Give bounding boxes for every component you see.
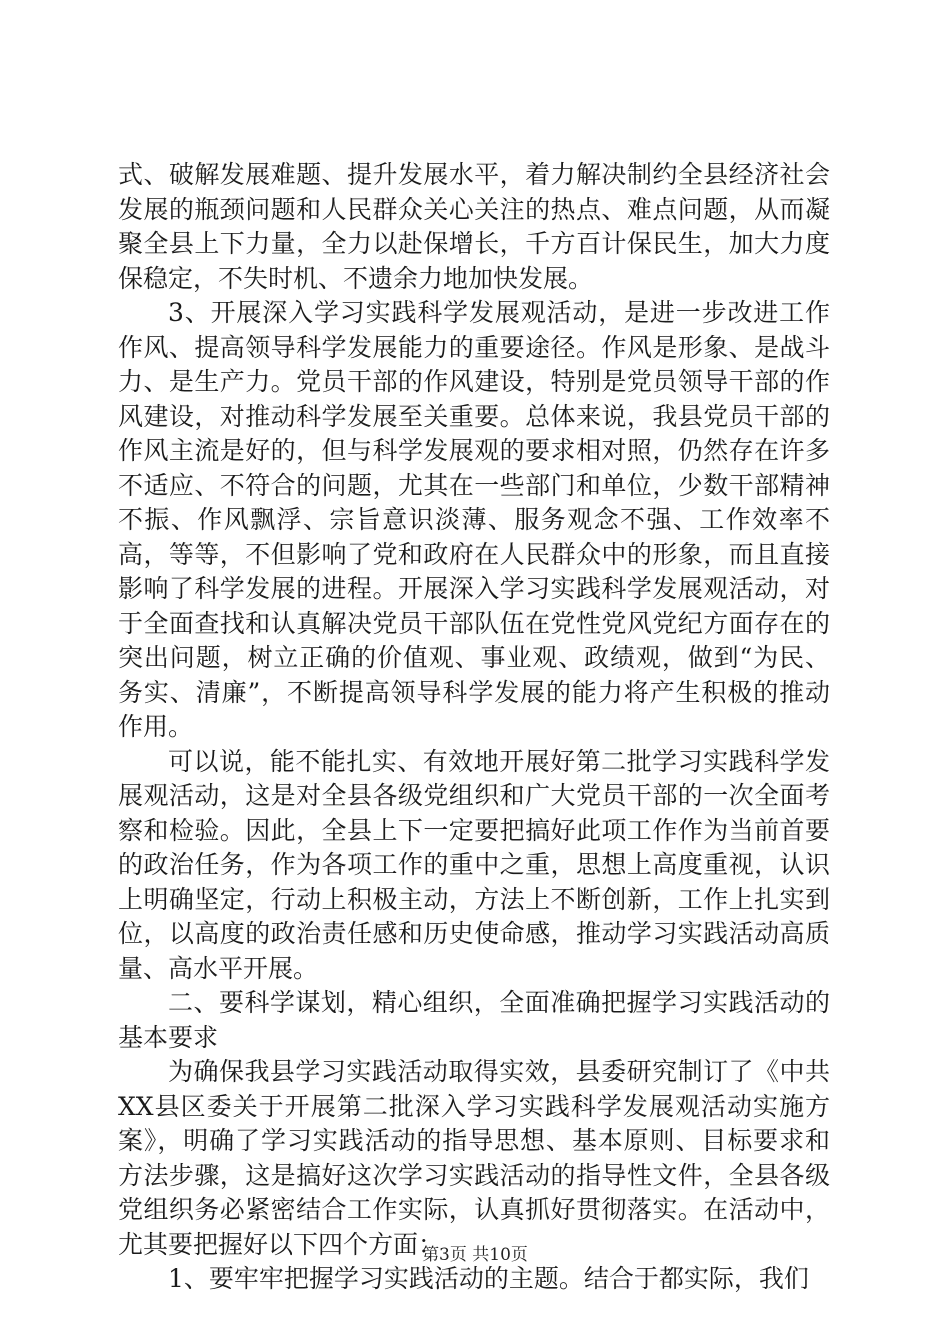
section-heading: 二、要科学谋划，精心组织，全面准确把握学习实践活动的基本要求 bbox=[118, 988, 830, 1052]
paragraph-5: 1、要牢牢把握学习实践活动的主题。结合于都实际，我们 bbox=[168, 1264, 809, 1293]
paragraph-4: 为确保我县学习实践活动取得实效，县委研究制订了《中共XX县区委关于开展第二批深入学习实践科学发展观活动实施方案》，明确了学习实践活动的指导思想、基本原则、目标要求和方法步骤，这是搞好这次学习实践活动的指导性文件，全县各级党组织务必紧密结合工作实际，认真抓好贯彻落实。在活动中，尤其要把握好以下四个方面： bbox=[118, 1057, 830, 1259]
paragraph-2: 3、开展深入学习实践科学发展观活动，是进一步改进工作作风、提高领导科学发展能力的重要途径。作风是形象、是战斗力、是生产力。党员干部的作风建设，特别是党员领导干部的作风建设，对推动科学发展至关重要。总体来说，我县党员干部的作风主流是好的，但与科学发展观的要求相对照，仍然存在许多不适应、不符合的问题，尤其在一些部门和单位，少数干部精神不振、作风飘浮、宗旨意识淡薄、服务观念不强、工作效率不高，等等，不但影响了党和政府在人民群众中的形象，而且直接影响了科学发展的进程。开展深入学习实践科学发展观活动，对于全面查找和认真解决党员干部队伍在党性党风党纪方面存在的突出问题，树立正确的价值观、事业观、政绩观，做到“为民、务实、清廉”，不断提高领导科学发展的能力将产生积极的推动作用。 bbox=[118, 298, 830, 741]
paragraph-3: 可以说，能不能扎实、有效地开展好第二批学习实践科学发展观活动，这是对全县各级党组织和广大党员干部的一次全面考察和检验。因此，全县上下一定要把搞好此项工作作为当前首要的政治任务，作为各项工作的重中之重，思想上高度重视，认识上明确坚定，行动上积极主动，方法上不断创新，工作上扎实到位，以高度的政治责任感和历史使命感，推动学习实践活动高质量、高水平开展。 bbox=[118, 746, 830, 983]
page-number-footer: 第3页 共10页 bbox=[422, 1245, 528, 1265]
document-body bbox=[118, 158, 830, 1297]
paragraph-1: 式、破解发展难题、提升发展水平，着力解决制约全县经济社会发展的瓶颈问题和人民群众关心关注的热点、难点问题，从而凝聚全县上下力量，全力以赴保增长，千方百计保民生，加大力度保稳定，不失时机、不遗余力地加快发展。 bbox=[118, 160, 830, 293]
